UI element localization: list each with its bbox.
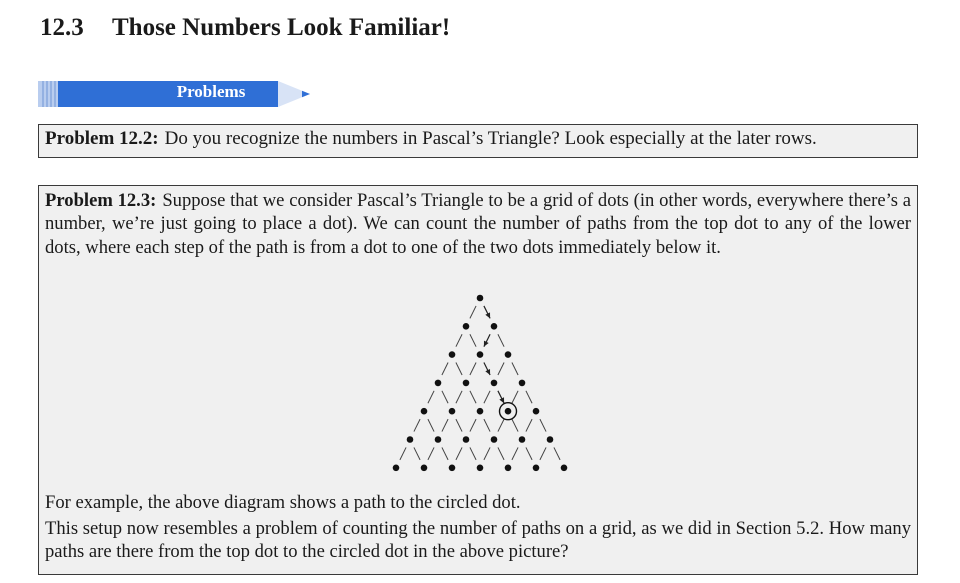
triangle-dot bbox=[491, 323, 498, 330]
problem-label: Problem 12.2: bbox=[45, 128, 159, 149]
triangle-dot bbox=[477, 351, 484, 358]
banner-label: Problems bbox=[176, 82, 246, 101]
triangle-dot bbox=[477, 465, 484, 472]
connector-line bbox=[498, 447, 504, 459]
connector-line bbox=[428, 391, 434, 403]
problem-text: Suppose that we consider Pascal’s Triangle to be a grid of dots (in other words, everywhere there’s a number, we’re just going to place a dot). We can count the number of paths from the top dot to any of the lower dots, where each step of the path is from a dot to one of the two dots immediately below it. bbox=[45, 190, 911, 258]
triangle-dot bbox=[505, 408, 512, 415]
triangle-dot bbox=[519, 380, 526, 387]
connector-line bbox=[526, 419, 532, 431]
connector-line bbox=[470, 419, 476, 431]
connector-line bbox=[526, 447, 532, 459]
connector-line bbox=[456, 447, 462, 459]
triangle-dot bbox=[449, 465, 456, 472]
connector-line bbox=[456, 334, 462, 346]
triangle-dot bbox=[463, 323, 470, 330]
problem-12-2-box bbox=[38, 124, 918, 158]
triangle-dot bbox=[505, 351, 512, 358]
triangle-dot bbox=[407, 436, 414, 443]
connector-line bbox=[484, 391, 490, 403]
triangle-dot bbox=[533, 408, 540, 415]
connector-line bbox=[498, 334, 504, 346]
connector-line bbox=[400, 447, 406, 459]
connector-line bbox=[484, 447, 490, 459]
connector-line bbox=[442, 363, 448, 375]
triangle-dot bbox=[477, 295, 484, 302]
connector-line bbox=[470, 306, 476, 318]
problem-text: Do you recognize the numbers in Pascal’s Triangle? Look especially at the later rows. bbox=[164, 128, 817, 149]
triangle-dot bbox=[449, 351, 456, 358]
triangle-dot bbox=[421, 465, 428, 472]
connector-line bbox=[414, 447, 420, 459]
connector-line bbox=[512, 363, 518, 375]
section-number: 12.3 bbox=[40, 14, 84, 41]
connector-line bbox=[512, 391, 518, 403]
connector-line bbox=[540, 447, 546, 459]
connector-line bbox=[470, 447, 476, 459]
triangle-dot bbox=[505, 465, 512, 472]
pascal-dot-diagram bbox=[39, 186, 916, 486]
problem-label: Problem 12.3: bbox=[45, 190, 157, 211]
connector-line bbox=[428, 419, 434, 431]
triangle-dot bbox=[533, 465, 540, 472]
connector-line bbox=[470, 363, 476, 375]
problem-12-3-box bbox=[38, 185, 918, 575]
triangle-dot bbox=[547, 436, 554, 443]
connector-line bbox=[540, 419, 546, 431]
triangle-dot bbox=[449, 408, 456, 415]
triangle-dot bbox=[435, 436, 442, 443]
triangle-dot bbox=[477, 408, 484, 415]
triangle-dot bbox=[491, 380, 498, 387]
connector-line bbox=[554, 447, 560, 459]
triangle-dot bbox=[519, 436, 526, 443]
problem-question: This setup now resembles a problem of counting the number of paths on a grid, as we did in Section 5.2. How many paths are there from the top dot to the circled dot in the above picture? bbox=[45, 518, 911, 563]
connector-line bbox=[442, 447, 448, 459]
connector-line bbox=[456, 363, 462, 375]
section-title: Those Numbers Look Familiar! bbox=[112, 14, 451, 41]
example-caption: For example, the above diagram shows a path to the circled dot. bbox=[45, 492, 521, 513]
connector-line bbox=[456, 419, 462, 431]
connector-line bbox=[512, 419, 518, 431]
connector-line bbox=[498, 419, 504, 431]
connector-line bbox=[498, 363, 504, 375]
connector-line bbox=[414, 419, 420, 431]
connector-line bbox=[442, 391, 448, 403]
connector-line bbox=[442, 419, 448, 431]
connector-line bbox=[456, 391, 462, 403]
section-heading bbox=[40, 14, 450, 42]
triangle-dot bbox=[393, 465, 400, 472]
connector-line bbox=[428, 447, 434, 459]
connector-line bbox=[526, 391, 532, 403]
triangle-dot bbox=[561, 465, 568, 472]
triangle-dot bbox=[463, 436, 470, 443]
triangle-dot bbox=[463, 380, 470, 387]
triangle-dot bbox=[435, 380, 442, 387]
connector-line bbox=[512, 447, 518, 459]
connector-line bbox=[470, 334, 476, 346]
connector-line bbox=[470, 391, 476, 403]
problems-banner bbox=[38, 78, 328, 110]
connector-line bbox=[484, 419, 490, 431]
triangle-dot bbox=[421, 408, 428, 415]
triangle-dot bbox=[491, 436, 498, 443]
